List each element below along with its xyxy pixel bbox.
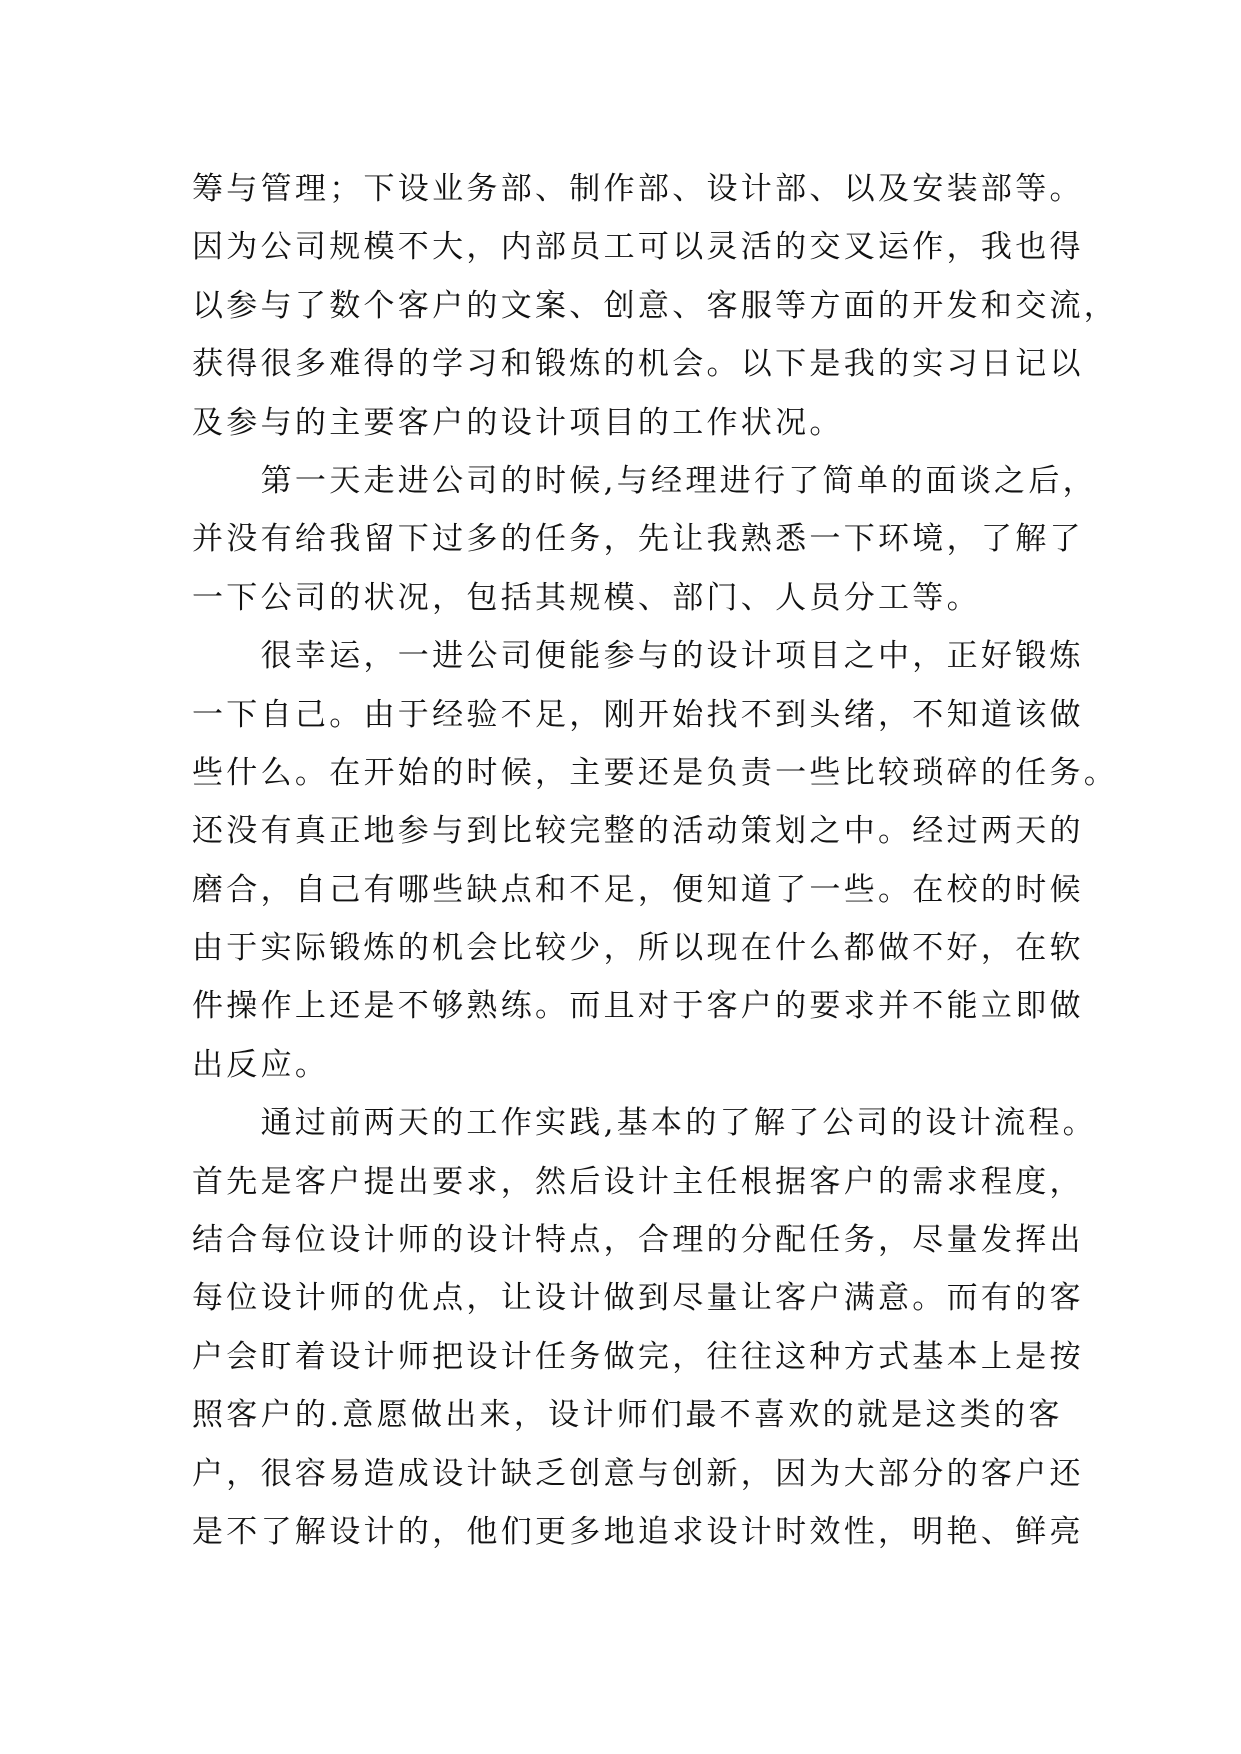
text-line: 并没有给我留下过多的任务，先让我熟悉一下环境，了解了 bbox=[192, 521, 1084, 558]
text-line: 户会盯着设计师把设计任务做完，往往这种方式基本上是按 bbox=[192, 1338, 1084, 1375]
text-line: 结合每位设计师的设计特点，合理的分配任务，尽量发挥出 bbox=[192, 1222, 1084, 1259]
text-line: 件操作上还是不够熟练。而且对于客户的要求并不能立即做 bbox=[192, 988, 1084, 1025]
text-line: 以参与了数个客户的文案、创意、客服等方面的开发和交流， bbox=[192, 287, 1119, 324]
text-line: 出反应。 bbox=[192, 1046, 330, 1083]
text-line: 很幸运，一进公司便能参与的设计项目之中，正好锻炼 bbox=[192, 638, 1084, 675]
text-line: 些什么。在开始的时候，主要还是负责一些比较琐碎的任务。 bbox=[192, 754, 1119, 791]
text-line: 第一天走进公司的时候,与经理进行了简单的面谈之后， bbox=[192, 462, 1097, 499]
body-text bbox=[192, 160, 1119, 1561]
text-line: 因为公司规模不大，内部员工可以灵活的交叉运作，我也得 bbox=[192, 229, 1084, 266]
text-line: 首先是客户提出要求，然后设计主任根据客户的需求程度， bbox=[192, 1163, 1084, 1200]
text-line: 一下公司的状况，包括其规模、部门、人员分工等。 bbox=[192, 579, 981, 616]
text-line: 获得很多难得的学习和锻炼的机会。以下是我的实习日记以 bbox=[192, 346, 1084, 383]
text-line: 一下自己。由于经验不足，刚开始找不到头绪，不知道该做 bbox=[192, 696, 1084, 733]
text-line: 磨合，自己有哪些缺点和不足，便知道了一些。在校的时候 bbox=[192, 871, 1084, 908]
text-line: 照客户的.意愿做出来，设计师们最不喜欢的就是这类的客 bbox=[192, 1397, 1063, 1434]
text-line: 及参与的主要客户的设计项目的工作状况。 bbox=[192, 404, 844, 441]
text-line: 由于实际锻炼的机会比较少，所以现在什么都做不好，在软 bbox=[192, 930, 1084, 967]
text-line: 户，很容易造成设计缺乏创意与创新，因为大部分的客户还 bbox=[192, 1455, 1084, 1492]
text-line: 筹与管理；下设业务部、制作部、设计部、以及安装部等。 bbox=[192, 171, 1084, 207]
text-line: 是不了解设计的，他们更多地追求设计时效性，明艳、鲜亮 bbox=[192, 1513, 1084, 1550]
text-line: 通过前两天的工作实践,基本的了解了公司的设计流程。 bbox=[192, 1105, 1097, 1142]
text-line: 每位设计师的优点，让设计做到尽量让客户满意。而有的客 bbox=[192, 1280, 1084, 1317]
text-line: 还没有真正地参与到比较完整的活动策划之中。经过两天的 bbox=[192, 813, 1084, 850]
